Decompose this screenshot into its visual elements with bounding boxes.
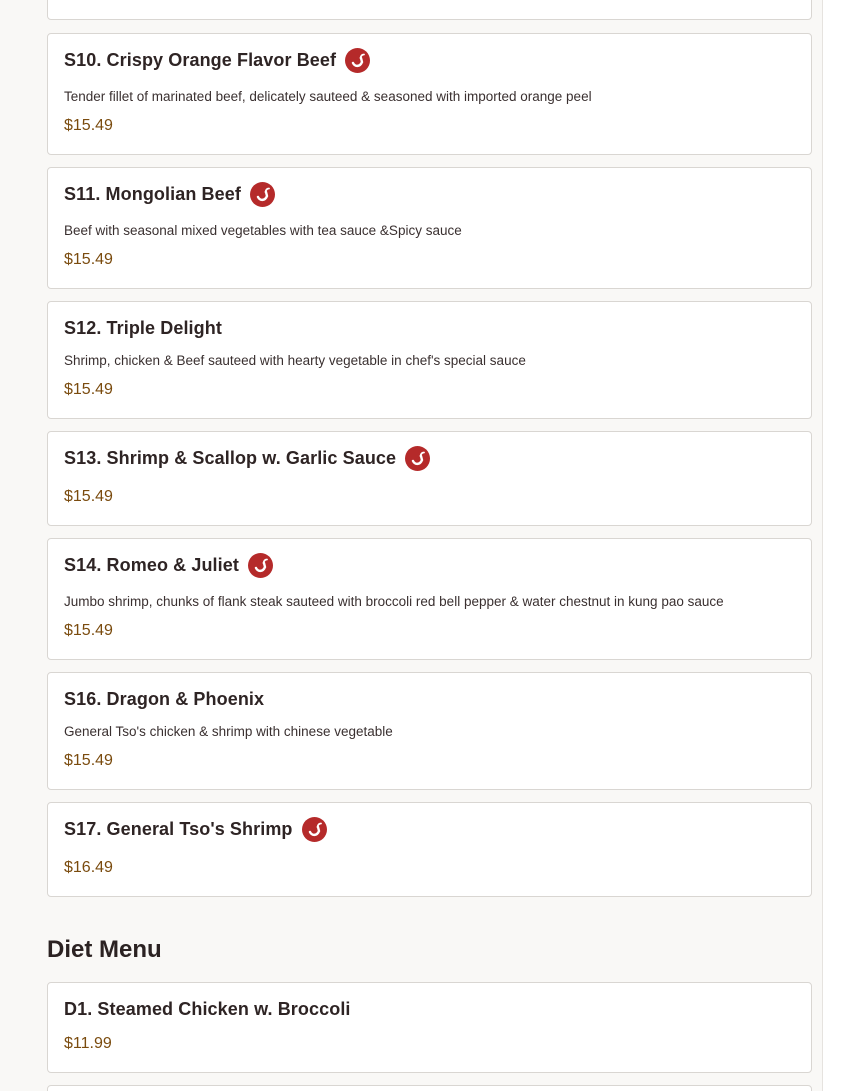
menu-item-card-partial[interactable] xyxy=(47,1085,812,1091)
menu-item-price: $15.49 xyxy=(64,622,113,639)
menu-item-title: S17. General Tso's Shrimp xyxy=(64,819,293,839)
chili-pepper-icon xyxy=(345,48,370,73)
chili-pepper-icon xyxy=(250,182,275,207)
menu-item-price: $15.49 xyxy=(64,117,113,134)
menu-item-title: S12. Triple Delight xyxy=(64,318,222,338)
menu-item-title: S16. Dragon & Phoenix xyxy=(64,689,265,709)
menu-item-description: General Tso's chicken & shrimp with chinese vegetable xyxy=(64,724,393,739)
menu-item-price: $15.49 xyxy=(64,752,113,769)
menu-item-price: $15.49 xyxy=(64,488,113,505)
menu-item-title: S10. Crispy Orange Flavor Beef xyxy=(64,50,337,70)
menu-item-card-partial[interactable] xyxy=(47,0,812,20)
menu-item-card[interactable] xyxy=(47,982,812,1073)
menu-item-price: $11.99 xyxy=(64,1035,112,1052)
menu-item-price: $16.49 xyxy=(64,859,113,876)
menu-item-card[interactable] xyxy=(47,167,812,289)
menu-item-card[interactable] xyxy=(47,33,812,155)
scrollbar-track[interactable] xyxy=(822,0,844,1091)
menu-item-card[interactable] xyxy=(47,538,812,660)
chili-pepper-icon xyxy=(248,553,273,578)
menu-item-card[interactable] xyxy=(47,431,812,526)
menu-item-title: S13. Shrimp & Scallop w. Garlic Sauce xyxy=(64,448,397,468)
menu-item-description: Beef with seasonal mixed vegetables with tea sauce &Spicy sauce xyxy=(64,223,462,238)
menu-item-card[interactable] xyxy=(47,672,812,790)
menu-item-title: D1. Steamed Chicken w. Broccoli xyxy=(64,999,351,1019)
menu-item-card[interactable] xyxy=(47,301,812,419)
menu-item-price: $15.49 xyxy=(64,381,113,398)
chili-pepper-icon xyxy=(302,817,327,842)
menu-item-title: S14. Romeo & Juliet xyxy=(64,555,239,575)
menu-item-title: S11. Mongolian Beef xyxy=(64,184,241,204)
section-heading: Diet Menu xyxy=(47,936,162,963)
menu-item-description: Tender fillet of marinated beef, delicately sauteed & seasoned with imported orange peel xyxy=(64,89,592,104)
chili-pepper-icon xyxy=(405,446,430,471)
menu-item-card[interactable] xyxy=(47,802,812,897)
menu-item-description: Jumbo shrimp, chunks of flank steak sauteed with broccoli red bell pepper & water chestnut in kung pao sauce xyxy=(64,594,724,609)
menu-item-price: $15.49 xyxy=(64,251,113,268)
menu-item-description: Shrimp, chicken & Beef sauteed with hearty vegetable in chef's special sauce xyxy=(64,353,526,368)
